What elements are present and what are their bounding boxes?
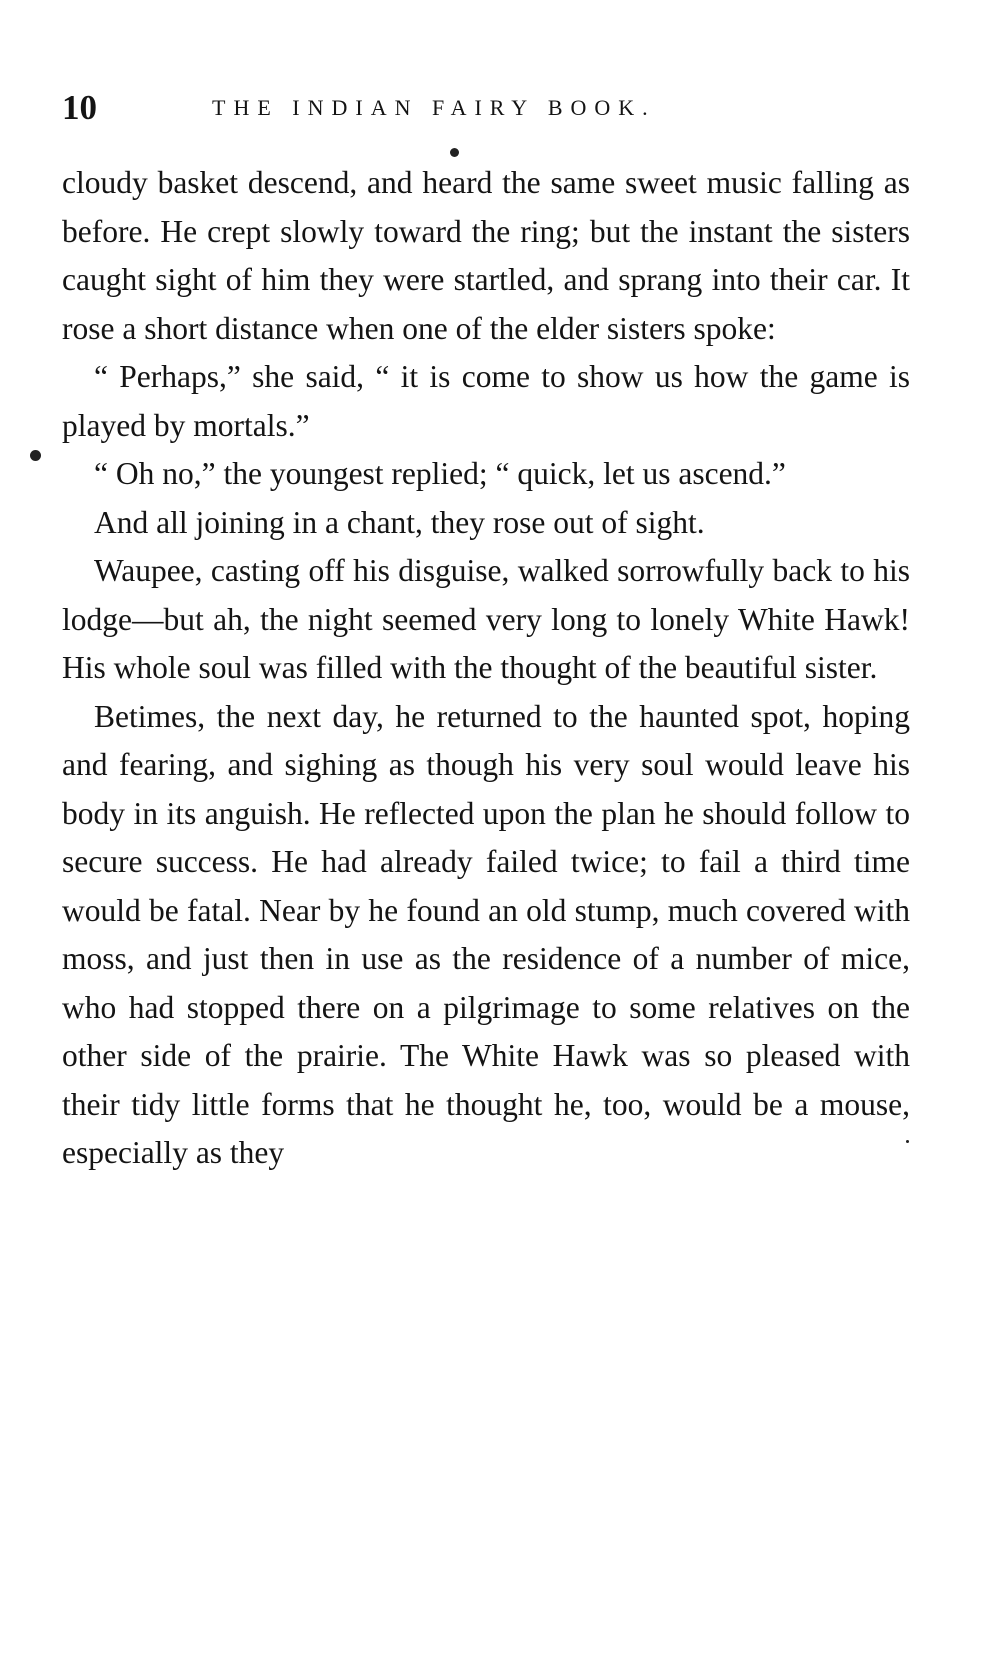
paragraph-1: cloudy basket descend, and heard the same sweet music falling as before. He crept slowly toward the ring; but the instant the sisters caught sight of him they were startled, and sprang into their car. It rose a short distance when one of the elder sisters spoke: xyxy=(62,165,910,346)
ink-speck-left xyxy=(30,450,41,461)
page-number: 10 xyxy=(62,88,97,127)
ink-speck-margin xyxy=(906,1140,909,1143)
paragraph-5: Waupee, casting off his disguise, walked sorrowfully back to his lodge—but ah, the night seemed very long to lonely White Hawk! His whole soul was filled with the thought of the beautiful sister. xyxy=(62,553,910,685)
paragraph-4: And all joining in a chant, they rose out of sight. xyxy=(94,504,705,540)
ink-speck-top xyxy=(450,148,459,157)
body-text xyxy=(62,159,910,1178)
running-title: THE INDIAN FAIRY BOOK. xyxy=(212,95,656,120)
paragraph-3: “ Oh no,” the youngest replied; “ quick, let us ascend.” xyxy=(94,456,786,491)
paragraph-6: Betimes, the next day, he returned to the haunted spot, hoping and fearing, and sighing as though his very soul would leave his body in its anguish. He reflected upon the plan he should follow to secure success. He had already failed twice; to fail a third time would be fatal. Near by he found an old stump, much covered with moss, and just then in use as the residence of a number of mice, who had stopped there on a pilgrimage to some relatives on the other side of the prairie. The White Hawk was so pleased with their tidy little forms that he thought he, too, would be a mouse, especially as they xyxy=(62,698,910,1170)
page-header xyxy=(62,88,922,128)
paragraph-2: “ Perhaps,” she said, “ it is come to show us how the game is played by mortals.” xyxy=(62,359,910,443)
